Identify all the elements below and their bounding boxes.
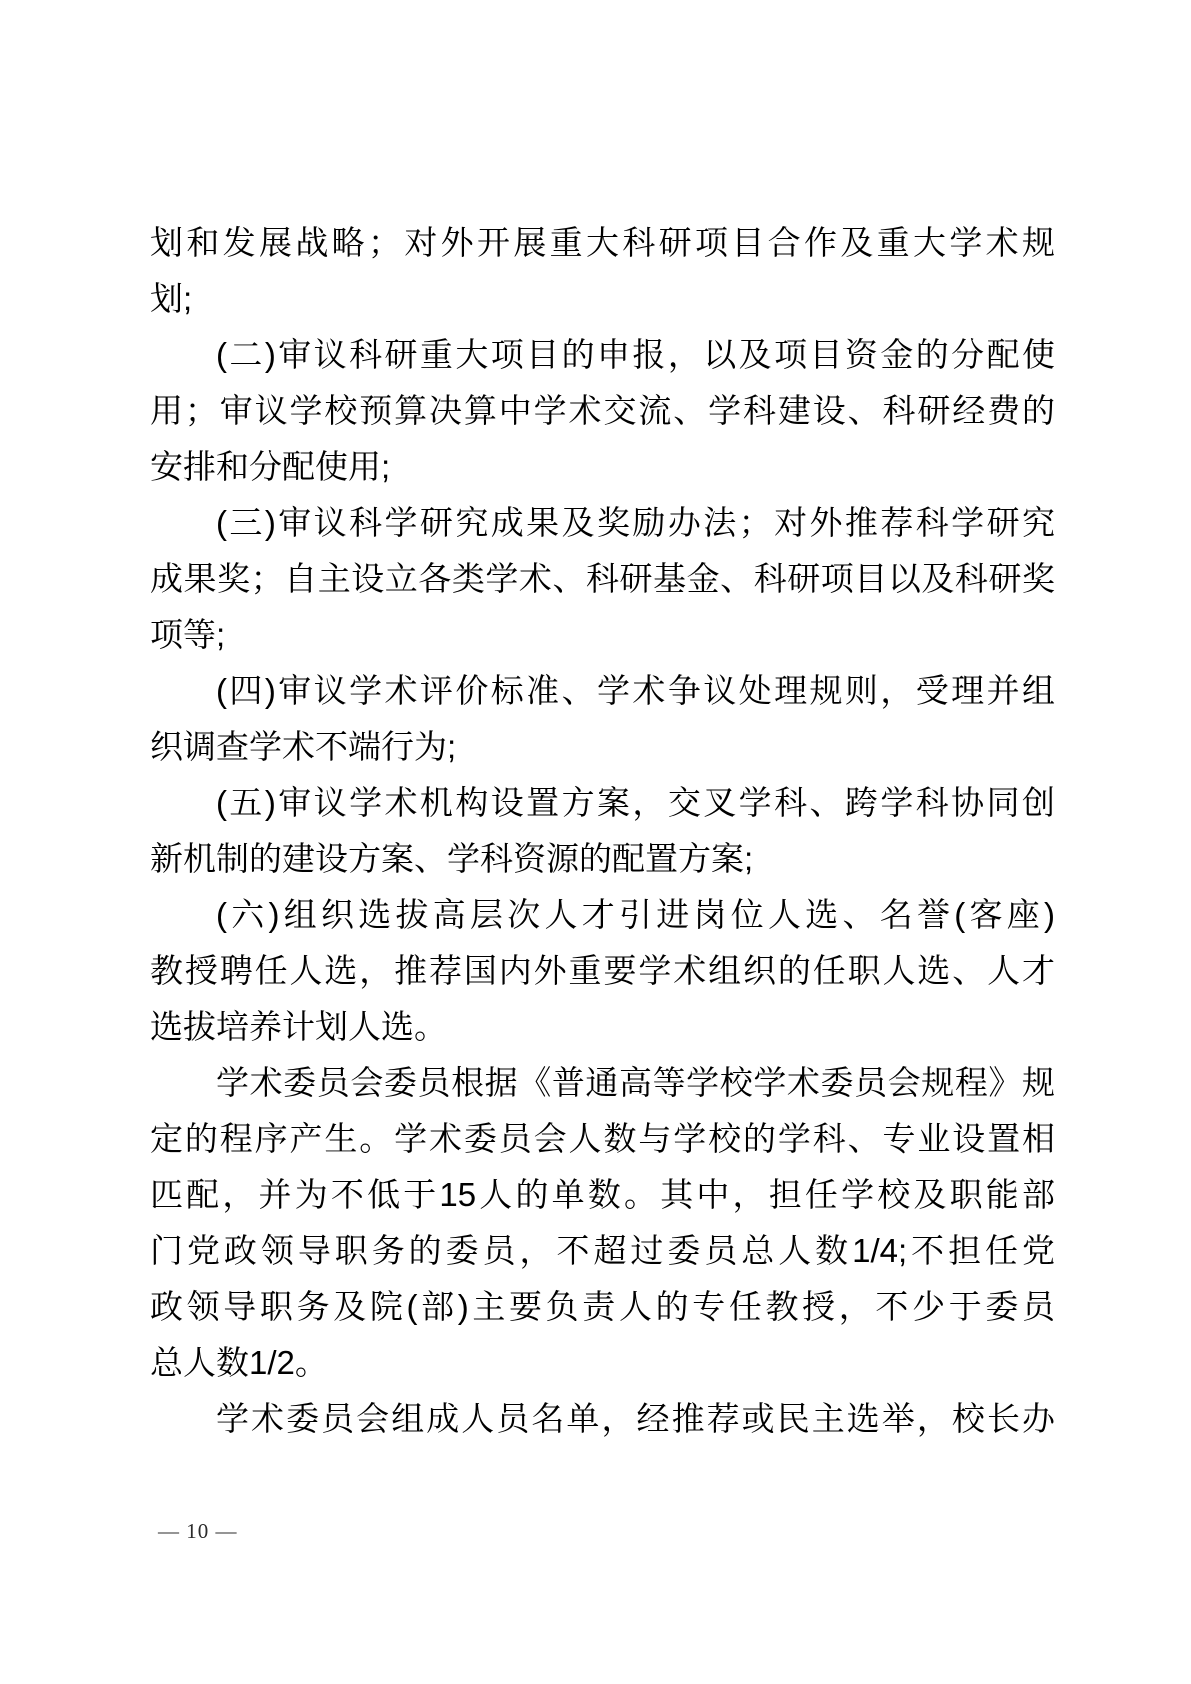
text-line: 学术委员会委员根据《普通高等学校学术委员会规程》规: [216, 1064, 1055, 1101]
text-line: (三)审议科学研究成果及奖励办法；对外推荐科学研究: [216, 504, 1055, 541]
text-line: 门党政领导职务的委员，不超过委员总人数1/4;不担任党: [150, 1232, 1055, 1269]
text-line: (五)审议学术机构设置方案，交叉学科、跨学科协同创: [216, 784, 1055, 821]
text-line: 安排和分配使用;: [150, 448, 391, 485]
text-line: 新机制的建设方案、学科资源的配置方案;: [150, 840, 754, 877]
text-line: 织调查学术不端行为;: [150, 728, 457, 765]
text-line: 教授聘任人选，推荐国内外重要学术组织的任职人选、人才: [150, 952, 1055, 989]
text-line: 匹配，并为不低于15人的单数。其中，担任学校及职能部: [150, 1176, 1055, 1213]
text-line: 总人数1/2。: [150, 1344, 328, 1381]
page-number: — 10 —: [158, 1519, 238, 1543]
text-line: (四)审议学术评价标准、学术争议处理规则，受理并组: [216, 672, 1055, 709]
text-block: [150, 215, 1055, 1447]
text-line: 选拔培养计划人选。: [150, 1008, 447, 1045]
text-line: 项等;: [150, 616, 226, 653]
text-line: 划;: [150, 280, 193, 317]
text-line: 划和发展战略；对外开展重大科研项目合作及重大学术规: [150, 224, 1055, 261]
text-line: (六)组织选拔高层次人才引进岗位人选、名誉(客座): [216, 896, 1055, 933]
text-line: 成果奖；自主设立各类学术、科研基金、科研项目以及科研奖: [150, 560, 1055, 597]
text-line: 政领导职务及院(部)主要负责人的专任教授，不少于委员: [150, 1288, 1055, 1325]
text-line: 定的程序产生。学术委员会人数与学校的学科、专业设置相: [150, 1120, 1055, 1157]
text-line: 用；审议学校预算决算中学术交流、学科建设、科研经费的: [150, 392, 1055, 429]
text-line: (二)审议科研重大项目的申报，以及项目资金的分配使: [216, 336, 1055, 373]
text-line: 学术委员会组成人员名单，经推荐或民主选举，校长办: [216, 1400, 1055, 1437]
